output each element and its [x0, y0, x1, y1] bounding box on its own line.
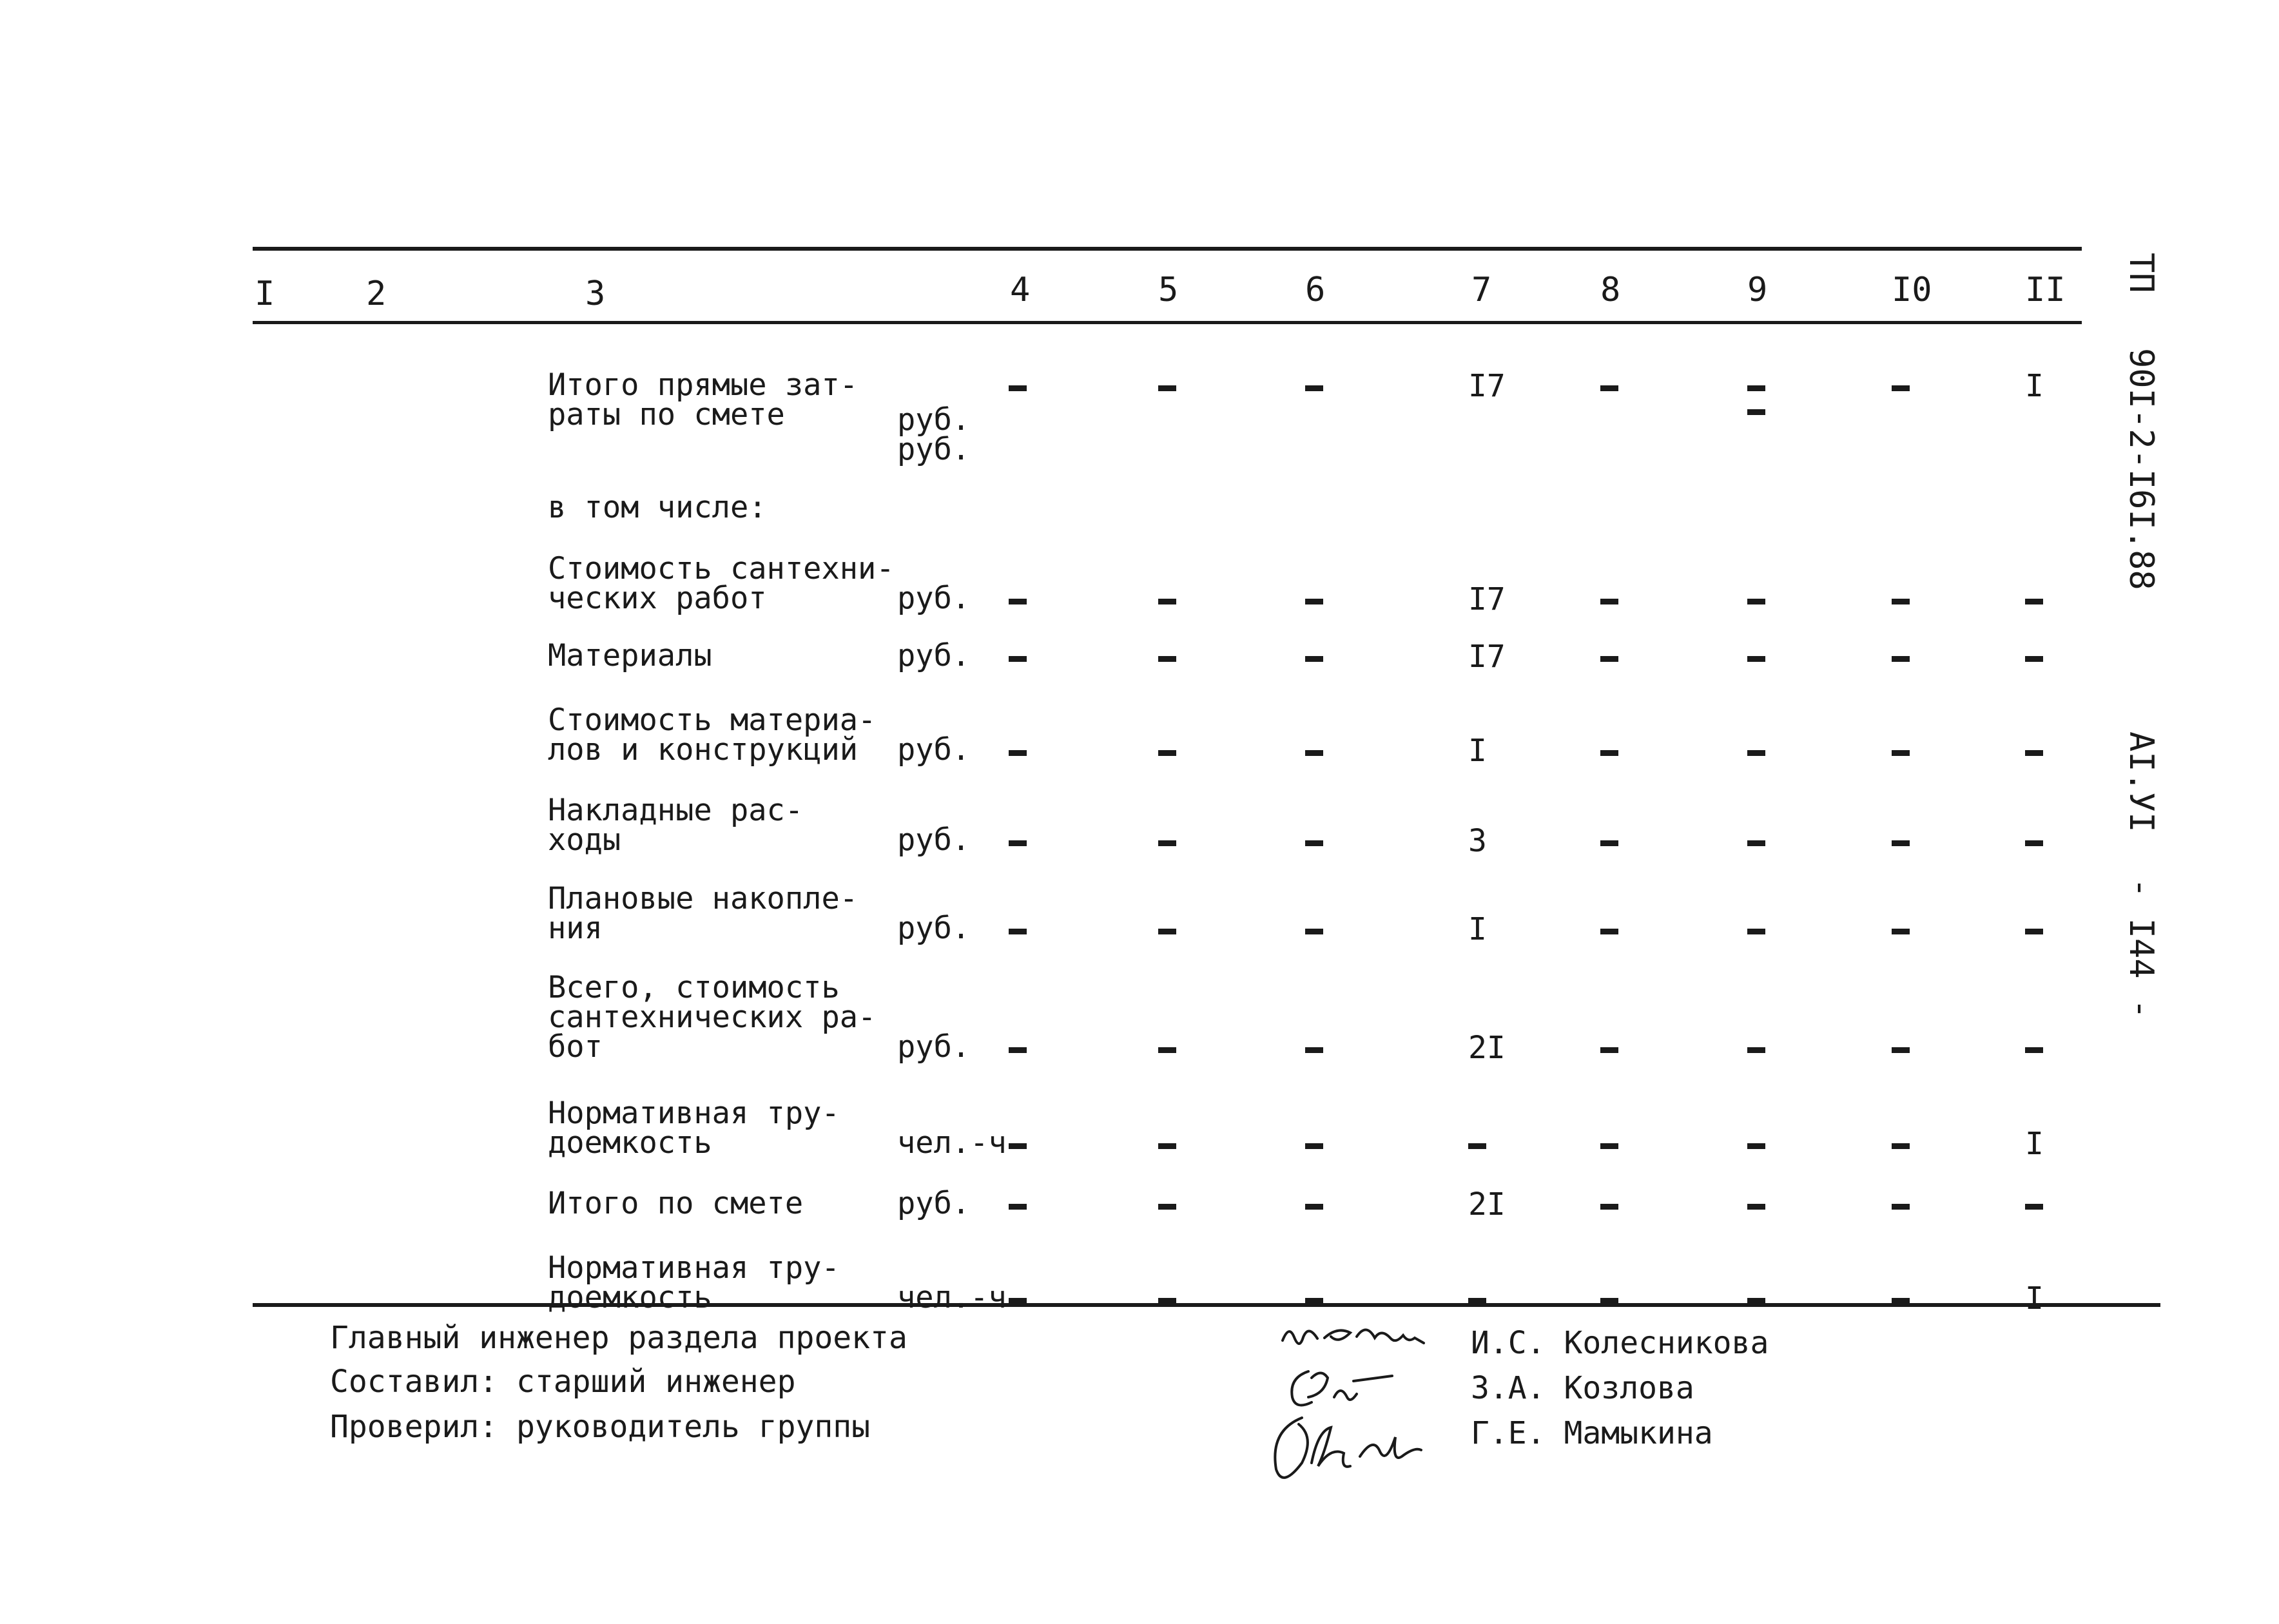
column-header-9: 9 — [1747, 271, 1768, 309]
dash-mark — [1158, 1298, 1176, 1304]
dash-mark — [1305, 599, 1323, 604]
row-value-col-10 — [1892, 1032, 1910, 1063]
dash-mark — [1600, 1047, 1618, 1053]
row-value-col-10 — [1892, 1189, 1910, 1220]
dash-mark — [2025, 599, 2043, 604]
row-value-col-8 — [1600, 584, 1618, 615]
row-value-col-8 — [1600, 1032, 1618, 1063]
row-value-col-4 — [1009, 371, 1027, 401]
dash-mark — [1305, 1143, 1323, 1149]
dash-mark — [1468, 1298, 1486, 1304]
dash-mark — [1892, 929, 1910, 934]
dash-mark — [2025, 750, 2043, 756]
row-value-col-10 — [1892, 1128, 1910, 1159]
dash-mark — [1305, 1298, 1323, 1304]
row-unit: руб. — [897, 638, 971, 673]
row-value-col-7: I7 — [1468, 581, 1506, 617]
dash-mark — [2025, 1047, 2043, 1053]
row-value-col-9 — [1747, 1128, 1765, 1159]
dash-mark — [1892, 1143, 1910, 1149]
row-value-col-10 — [1892, 371, 1910, 401]
signatory-name-3: Г.Е. Мамыкина — [1471, 1415, 1713, 1451]
row-value-col-11 — [2025, 735, 2043, 766]
dash-mark — [1892, 840, 1910, 846]
row-value-col-11: I — [2025, 1126, 2044, 1162]
row-value-col-11 — [2025, 914, 2043, 945]
row-value-col-4 — [1009, 584, 1027, 615]
dash-mark — [1600, 1143, 1618, 1149]
dash-mark — [1892, 1298, 1910, 1304]
row-value-col-11 — [2025, 1189, 2043, 1220]
dash-mark — [1892, 750, 1910, 756]
dash-mark — [1305, 840, 1323, 846]
table-bottom-rule — [253, 1303, 2160, 1307]
row-value-col-6 — [1305, 914, 1323, 945]
column-header-7: 7 — [1471, 271, 1492, 309]
row-value-col-7: 3 — [1468, 823, 1487, 859]
row-unit: чел.-ч — [897, 1125, 1007, 1161]
signatory-role-3: Проверил: руководитель группы — [330, 1409, 871, 1445]
row-value-col-8 — [1600, 735, 1618, 766]
row-value-col-7: I — [1468, 911, 1487, 947]
row-unit: руб. — [897, 581, 971, 616]
row-value-col-6 — [1305, 584, 1323, 615]
row-value-col-8 — [1600, 641, 1618, 672]
row-value-col-6 — [1305, 641, 1323, 672]
dash-mark — [1158, 840, 1176, 846]
row-value-col-7: I — [1468, 733, 1487, 769]
row-value-col-10 — [1892, 735, 1910, 766]
column-header-4: 4 — [1010, 271, 1031, 309]
dash-mark — [1305, 929, 1323, 934]
dash-mark — [1158, 385, 1176, 391]
row-value-col-5 — [1158, 1032, 1176, 1063]
dash-mark — [1747, 1143, 1765, 1149]
dash-mark — [1009, 929, 1027, 934]
row-value-col-4 — [1009, 1032, 1027, 1063]
dash-mark — [1600, 656, 1618, 662]
row-value-col-5 — [1158, 735, 1176, 766]
dash-mark — [1747, 385, 1765, 391]
row-value-col-6 — [1305, 1283, 1323, 1314]
row-description: Нормативная тру- доемкость — [548, 1096, 840, 1161]
row-description: Стоимость материа- лов и конструкций — [548, 702, 877, 768]
dash-mark — [1600, 1298, 1618, 1304]
row-value-col-8 — [1600, 1283, 1618, 1314]
row-value-col-5 — [1158, 914, 1176, 945]
column-header-10: I0 — [1892, 271, 1932, 309]
row-value-col-11: I — [2025, 368, 2044, 404]
dash-mark — [1009, 599, 1027, 604]
row-value-col-8 — [1600, 371, 1618, 401]
row-description: Нормативная тру- доемкость — [548, 1250, 840, 1315]
row-value-col-9 — [1747, 584, 1765, 615]
row-value-col-7: 2I — [1468, 1030, 1506, 1066]
row-value-col-10 — [1892, 584, 1910, 615]
row-value-col-8 — [1600, 1189, 1618, 1220]
row-description: Накладные рас- ходы — [548, 793, 804, 858]
row-unit: руб. — [897, 911, 971, 946]
row-value-col-11 — [2025, 1032, 2043, 1063]
row-value-col-11 — [2025, 584, 2043, 615]
column-header-2: 2 — [366, 275, 387, 313]
page-number: - I44 - — [2122, 878, 2160, 1020]
row-value-col-5 — [1158, 1189, 1176, 1220]
column-header-5: 5 — [1158, 271, 1179, 309]
dash-mark — [1158, 1047, 1176, 1053]
row-description: Плановые накопле- ния — [548, 881, 858, 946]
dash-mark — [1468, 1143, 1486, 1149]
dash-mark — [1747, 656, 1765, 662]
dash-mark — [1305, 385, 1323, 391]
table-top-rule — [253, 247, 2082, 251]
dash-mark — [2025, 840, 2043, 846]
row-value-col-9 — [1747, 826, 1765, 856]
signatory-name-1: И.С. Колесникова — [1471, 1325, 1769, 1361]
dash-mark — [1009, 1047, 1027, 1053]
row-description: Материалы — [548, 638, 712, 673]
dash-mark — [2025, 656, 2043, 662]
row-description: Всего, стоимость сантехнических ра- бот — [548, 970, 877, 1065]
row-value-col-8 — [1600, 914, 1618, 945]
row-description: Итого прямые зат- раты по смете — [548, 367, 858, 432]
row-value-col-5 — [1158, 371, 1176, 401]
dash-mark — [1747, 599, 1765, 604]
signatory-role-2: Составил: старший инженер — [330, 1364, 796, 1400]
row-value-col-6 — [1305, 735, 1323, 766]
project-number: 90I-2-I6I.88 — [2122, 348, 2160, 590]
dash-mark — [1747, 840, 1765, 846]
row-value-col-6 — [1305, 371, 1323, 401]
row-value-col-5 — [1158, 1283, 1176, 1314]
row-unit: руб. — [897, 822, 971, 858]
signatory-role-1: Главный инженер раздела проекта — [330, 1320, 907, 1356]
album-code: АI.УI — [2122, 731, 2160, 833]
row-value-col-10 — [1892, 914, 1910, 945]
dash-mark — [1600, 1204, 1618, 1210]
dash-mark — [1158, 1143, 1176, 1149]
row-value-col-9 — [1747, 914, 1765, 945]
row-value-col-11 — [2025, 826, 2043, 856]
row-value-col-9 — [1747, 1283, 1765, 1314]
row-value-col-10 — [1892, 1283, 1910, 1314]
dash-mark — [1747, 1298, 1765, 1304]
row-value-col-7 — [1468, 1283, 1486, 1314]
row-value-col-9 — [1747, 1189, 1765, 1220]
dash-mark — [1747, 1204, 1765, 1210]
dash-mark — [1158, 929, 1176, 934]
row-value-col-4 — [1009, 1283, 1027, 1314]
dash-mark — [1892, 1047, 1910, 1053]
row-value-col-10 — [1892, 826, 1910, 856]
row-value-col-5 — [1158, 826, 1176, 856]
row-value-col-9 — [1747, 641, 1765, 672]
dash-mark — [2025, 1204, 2043, 1210]
dash-mark — [1747, 1047, 1765, 1053]
row-value-col-7: 2I — [1468, 1186, 1506, 1223]
row-value-col-9 — [1747, 735, 1765, 766]
row-value-col-6 — [1305, 826, 1323, 856]
row-unit: чел.-ч — [897, 1280, 1007, 1315]
row-value-col-7: I7 — [1468, 639, 1506, 675]
dash-mark — [1158, 656, 1176, 662]
row-value-col-4 — [1009, 826, 1027, 856]
dash-mark — [1892, 599, 1910, 604]
dash-mark — [1892, 1204, 1910, 1210]
dash-mark — [1600, 599, 1618, 604]
row-value-col-7 — [1468, 1128, 1486, 1159]
dash-mark — [1600, 385, 1618, 391]
dash-mark — [1158, 1204, 1176, 1210]
row-value-col-6 — [1305, 1032, 1323, 1063]
column-header-3: 3 — [585, 275, 606, 313]
signatory-name-2: З.А. Козлова — [1471, 1370, 1694, 1406]
row-value-col-9 — [1747, 1032, 1765, 1063]
row-description: в том числе: — [548, 490, 767, 525]
row-value-col-11 — [2025, 641, 2043, 672]
signature-1-image — [1279, 1315, 1434, 1353]
dash-mark — [1305, 1047, 1323, 1053]
row-value-col-10 — [1892, 641, 1910, 672]
column-header-6: 6 — [1305, 271, 1326, 309]
row-value-col-11: I — [2025, 1281, 2044, 1317]
dash-mark — [1009, 385, 1027, 391]
row-value-col-5 — [1158, 584, 1176, 615]
row-value-col-5 — [1158, 1128, 1176, 1159]
row-unit: руб. — [897, 1186, 971, 1221]
dash-mark — [2025, 929, 2043, 934]
dash-mark — [1009, 656, 1027, 662]
row-value-col-6 — [1305, 1189, 1323, 1220]
series-code: ТП — [2122, 253, 2160, 293]
row-value-col-4 — [1009, 1189, 1027, 1220]
dash-mark — [1747, 750, 1765, 756]
row-unit: руб. — [897, 732, 971, 768]
dash-mark — [1009, 1143, 1027, 1149]
row-value-col-4 — [1009, 735, 1027, 766]
dash-mark — [1600, 929, 1618, 934]
dash-mark — [1600, 840, 1618, 846]
dash-mark — [1747, 409, 1765, 415]
dash-mark — [1009, 840, 1027, 846]
row-value-col-5 — [1158, 641, 1176, 672]
header-bottom-rule — [253, 321, 2082, 324]
dash-mark — [1747, 929, 1765, 934]
dash-mark — [1009, 750, 1027, 756]
row-value-col-8 — [1600, 1128, 1618, 1159]
row-description: Итого по смете — [548, 1186, 804, 1221]
dash-mark — [1158, 750, 1176, 756]
row-value-col-4 — [1009, 641, 1027, 672]
column-header-1: I — [255, 275, 275, 313]
column-header-8: 8 — [1600, 271, 1621, 309]
row-value-col-6 — [1305, 1128, 1323, 1159]
dash-mark — [1305, 656, 1323, 662]
dash-mark — [1305, 1204, 1323, 1210]
dash-mark — [1600, 750, 1618, 756]
row-unit: руб. руб. — [897, 402, 971, 467]
dash-mark — [1158, 599, 1176, 604]
row-value-col-9 — [1747, 371, 1765, 415]
row-value-col-4 — [1009, 914, 1027, 945]
dash-mark — [1009, 1204, 1027, 1210]
row-description: Стоимость сантехни- ческих работ — [548, 551, 895, 616]
row-unit: руб. — [897, 1029, 971, 1065]
dash-mark — [1305, 750, 1323, 756]
row-value-col-7: I7 — [1468, 368, 1506, 404]
dash-mark — [1892, 385, 1910, 391]
row-value-col-4 — [1009, 1128, 1027, 1159]
column-header-11: II — [2025, 271, 2066, 309]
dash-mark — [1009, 1298, 1027, 1304]
signature-3-image — [1263, 1405, 1424, 1489]
row-value-col-8 — [1600, 826, 1618, 856]
dash-mark — [1892, 656, 1910, 662]
